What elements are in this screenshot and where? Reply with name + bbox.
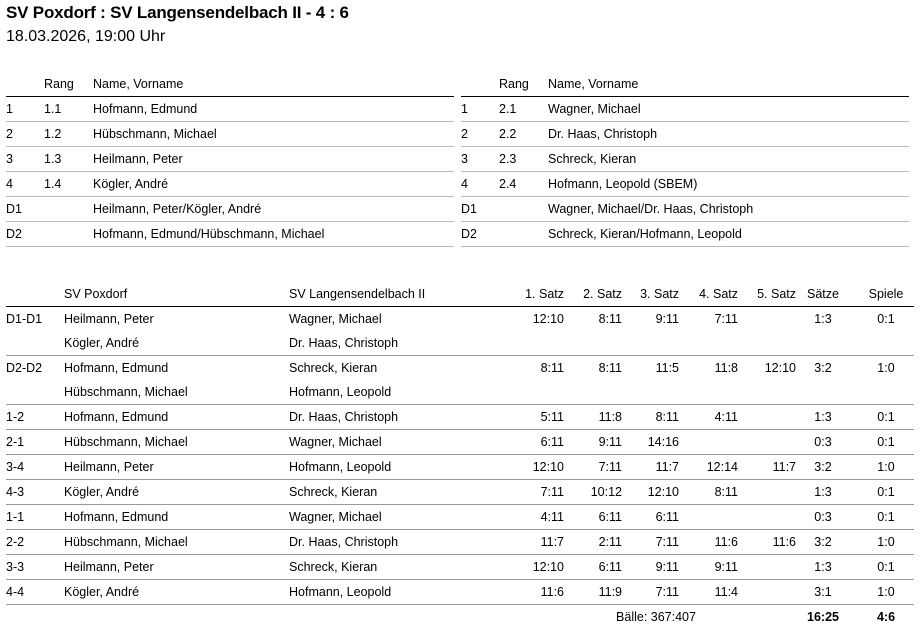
match-row	[6, 480, 914, 505]
set-score-s2: 6:11	[598, 510, 622, 524]
set-score-s5: 11:6	[772, 535, 796, 549]
lineup-nr: 4	[6, 177, 13, 191]
lineup-rang: 1.3	[44, 152, 62, 166]
spiele-score: 0:1	[877, 410, 895, 424]
match-row	[6, 356, 914, 405]
match-key: 4-3	[6, 485, 25, 499]
lineup-row	[6, 222, 454, 247]
match-row	[6, 580, 914, 605]
spiele-score: 1:0	[877, 535, 895, 549]
set-score-s4: 9:11	[714, 560, 738, 574]
lineup-nr: 2	[461, 127, 468, 141]
lineup-name: Heilmann, Peter/Kögler, André	[93, 202, 262, 216]
away-lineup-header	[461, 72, 909, 97]
set1-header: 1. Satz	[525, 287, 564, 301]
set-score-s4: 11:8	[714, 361, 738, 375]
match-row	[6, 555, 914, 580]
saetze-total: 16:25	[807, 610, 839, 624]
saetze-score: 1:3	[814, 312, 832, 326]
spiele-header: Spiele	[868, 287, 904, 301]
match-row	[6, 505, 914, 530]
away-lineup-table	[461, 72, 909, 247]
lineup-row	[6, 172, 454, 197]
match-title: SV Poxdorf : SV Langensendelbach II - 4 : 6	[6, 3, 349, 22]
lineup-row	[461, 147, 909, 172]
spiele-score: 0:1	[877, 560, 895, 574]
rang-header: Rang	[44, 77, 74, 91]
lineup-nr: 2	[6, 127, 13, 141]
home-player: Heilmann, Peter	[64, 560, 154, 574]
set-score-s2: 7:11	[598, 460, 622, 474]
saetze-score: 1:3	[814, 410, 832, 424]
lineup-name: Heilmann, Peter	[93, 152, 183, 166]
set-score-s1: 8:11	[540, 361, 564, 375]
set-score-s1: 11:7	[540, 535, 564, 549]
home-partner: Hübschmann, Michael	[64, 385, 188, 399]
match-results-table	[6, 282, 914, 629]
lineup-nr: D2	[461, 227, 477, 241]
saetze-score: 3:2	[814, 460, 832, 474]
set-score-s4: 11:4	[714, 585, 738, 599]
match-row	[6, 455, 914, 480]
lineup-row	[6, 147, 454, 172]
lineup-name: Hofmann, Edmund	[93, 102, 198, 116]
spiele-score: 0:1	[877, 312, 895, 326]
saetze-score: 3:2	[814, 535, 832, 549]
set-score-s3: 7:11	[655, 585, 679, 599]
set-score-s2: 9:11	[598, 435, 622, 449]
set-score-s1: 7:11	[540, 485, 564, 499]
set-score-s3: 11:5	[655, 361, 679, 375]
lineup-row	[461, 97, 909, 122]
home-player: Hofmann, Edmund	[64, 410, 169, 424]
match-key: 2-2	[6, 535, 25, 549]
match-date: 18.03.2026, 19:00 Uhr	[6, 28, 166, 45]
set-score-s2: 6:11	[598, 560, 622, 574]
lineup-name: Hofmann, Edmund/Hübschmann, Michael	[93, 227, 325, 241]
lineup-row	[461, 197, 909, 222]
set4-header: 4. Satz	[699, 287, 738, 301]
match-key: 4-4	[6, 585, 25, 599]
lineup-name: Wagner, Michael	[548, 102, 641, 116]
lineup-rang: 2.4	[499, 177, 517, 191]
lineup-rang: 2.1	[499, 102, 517, 116]
set-score-s4: 12:14	[706, 460, 738, 474]
away-partner: Hofmann, Leopold	[289, 385, 392, 399]
lineup-rang: 1.2	[44, 127, 62, 141]
home-lineup-table	[6, 72, 454, 247]
set-score-s1: 4:11	[540, 510, 564, 524]
lineup-rang: 2.2	[499, 127, 517, 141]
set5-header: 5. Satz	[757, 287, 796, 301]
match-key: 3-3	[6, 560, 25, 574]
set-score-s4: 4:11	[714, 410, 738, 424]
set-score-s3: 9:11	[655, 312, 679, 326]
set-score-s3: 14:16	[647, 435, 679, 449]
saetze-score: 1:3	[814, 560, 832, 574]
saetze-score: 0:3	[814, 510, 832, 524]
lineup-nr: 3	[461, 152, 468, 166]
set-score-s4: 8:11	[714, 485, 738, 499]
lineup-nr: 4	[461, 177, 468, 191]
match-row	[6, 405, 914, 430]
set-score-s3: 7:11	[655, 535, 679, 549]
lineup-rang: 2.3	[499, 152, 517, 166]
spiele-score: 0:1	[877, 485, 895, 499]
spiele-score: 1:0	[877, 361, 895, 375]
set-score-s4: 7:11	[714, 312, 738, 326]
match-key: D2-D2	[6, 361, 43, 375]
away-player: Wagner, Michael	[289, 312, 382, 326]
match-row	[6, 430, 914, 455]
home-player: Hofmann, Edmund	[64, 361, 169, 375]
away-partner: Dr. Haas, Christoph	[289, 336, 399, 350]
home-team-header: SV Poxdorf	[64, 287, 128, 301]
lineup-rang: 1.4	[44, 177, 62, 191]
match-key: D1-D1	[6, 312, 43, 326]
saetze-header: Sätze	[807, 287, 839, 301]
lineup-name: Dr. Haas, Christoph	[548, 127, 658, 141]
set-score-s1: 12:10	[532, 460, 564, 474]
lineup-name: Schreck, Kieran/Hofmann, Leopold	[548, 227, 742, 241]
lineup-name: Hofmann, Leopold (SBEM)	[548, 177, 698, 191]
lineup-nr: 3	[6, 152, 13, 166]
baelle-total: Bälle: 367:407	[616, 610, 696, 624]
lineup-row	[6, 122, 454, 147]
lineup-name: Hübschmann, Michael	[93, 127, 217, 141]
home-player: Heilmann, Peter	[64, 312, 154, 326]
away-player: Schreck, Kieran	[289, 361, 378, 375]
totals-row	[6, 605, 914, 629]
spiele-score: 0:1	[877, 435, 895, 449]
set-score-s3: 6:11	[655, 510, 679, 524]
away-player: Dr. Haas, Christoph	[289, 410, 399, 424]
set-score-s3: 12:10	[647, 485, 679, 499]
saetze-score: 3:1	[814, 585, 832, 599]
lineup-name: Wagner, Michael/Dr. Haas, Christoph	[548, 202, 754, 216]
lineup-name: Schreck, Kieran	[548, 152, 637, 166]
home-player: Hofmann, Edmund	[64, 510, 169, 524]
spiele-score: 1:0	[877, 460, 895, 474]
match-row	[6, 530, 914, 555]
set2-header: 2. Satz	[583, 287, 622, 301]
saetze-score: 0:3	[814, 435, 832, 449]
lineup-row	[6, 97, 454, 122]
set-score-s1: 11:6	[540, 585, 564, 599]
name-header: Name, Vorname	[93, 77, 184, 91]
away-player: Hofmann, Leopold	[289, 585, 392, 599]
lineup-nr: 1	[461, 102, 468, 116]
set-score-s5: 12:10	[764, 361, 796, 375]
set-score-s1: 12:10	[532, 560, 564, 574]
set-score-s2: 8:11	[598, 361, 622, 375]
lineup-nr: D1	[461, 202, 477, 216]
match-row	[6, 307, 914, 356]
set-score-s3: 9:11	[655, 560, 679, 574]
home-player: Hübschmann, Michael	[64, 535, 188, 549]
home-partner: Kögler, André	[64, 336, 140, 350]
set-score-s3: 8:11	[655, 410, 679, 424]
lineup-nr: D2	[6, 227, 22, 241]
spiele-score: 1:0	[877, 585, 895, 599]
match-header-row	[6, 282, 914, 307]
set-score-s1: 6:11	[540, 435, 564, 449]
home-player: Heilmann, Peter	[64, 460, 154, 474]
match-key: 1-1	[6, 510, 25, 524]
match-key: 3-4	[6, 460, 25, 474]
away-player: Wagner, Michael	[289, 510, 382, 524]
set3-header: 3. Satz	[640, 287, 679, 301]
saetze-score: 1:3	[814, 485, 832, 499]
away-player: Wagner, Michael	[289, 435, 382, 449]
away-player: Schreck, Kieran	[289, 485, 378, 499]
away-player: Hofmann, Leopold	[289, 460, 392, 474]
set-score-s2: 2:11	[598, 535, 622, 549]
saetze-score: 3:2	[814, 361, 832, 375]
set-score-s2: 11:8	[598, 410, 622, 424]
lineup-nr: 1	[6, 102, 13, 116]
lineup-row	[461, 122, 909, 147]
lineup-row	[461, 222, 909, 247]
set-score-s4: 11:6	[714, 535, 738, 549]
lineup-name: Kögler, André	[93, 177, 169, 191]
away-team-header: SV Langensendelbach II	[289, 287, 426, 301]
set-score-s2: 8:11	[598, 312, 622, 326]
lineup-row	[6, 197, 454, 222]
match-key: 2-1	[6, 435, 25, 449]
set-score-s3: 11:7	[655, 460, 679, 474]
name-header: Name, Vorname	[548, 77, 639, 91]
set-score-s2: 10:12	[590, 485, 622, 499]
spiele-total: 4:6	[876, 610, 896, 624]
lineup-rang: 1.1	[44, 102, 62, 116]
lineup-nr: D1	[6, 202, 22, 216]
spiele-score: 0:1	[877, 510, 895, 524]
away-player: Schreck, Kieran	[289, 560, 378, 574]
home-player: Kögler, André	[64, 485, 140, 499]
rang-header: Rang	[499, 77, 529, 91]
set-score-s1: 12:10	[532, 312, 564, 326]
home-player: Hübschmann, Michael	[64, 435, 188, 449]
set-score-s5: 11:7	[772, 460, 796, 474]
set-score-s1: 5:11	[540, 410, 564, 424]
set-score-s2: 11:9	[598, 585, 622, 599]
lineup-row	[461, 172, 909, 197]
away-player: Dr. Haas, Christoph	[289, 535, 399, 549]
home-lineup-header	[6, 72, 454, 97]
match-key: 1-2	[6, 410, 25, 424]
home-player: Kögler, André	[64, 585, 140, 599]
